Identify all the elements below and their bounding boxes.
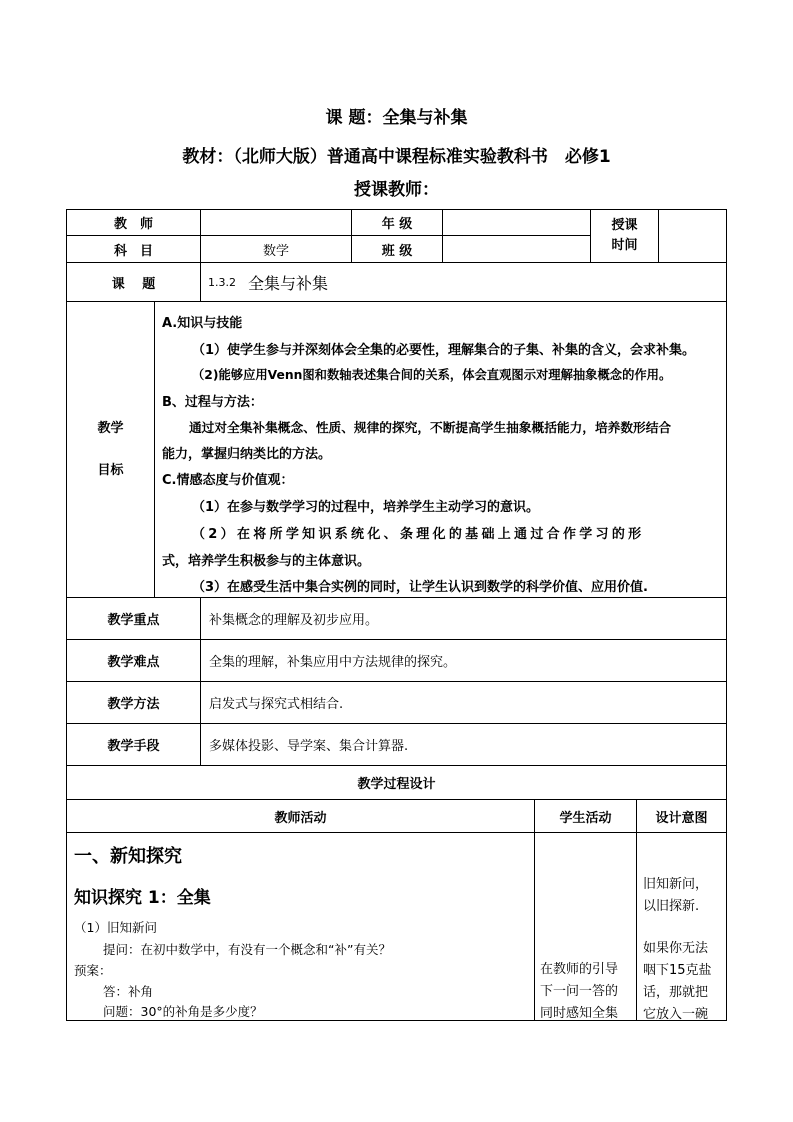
key-point-label: 教学重点: [107, 613, 160, 628]
goal-line-b1: 通过对全集补集概念、性质、规律的探究，不断提高学生抽象概括能力，培养数形结合: [189, 420, 672, 435]
topic-label: 课 题: [111, 276, 156, 292]
method-value: 启发式与探究式相结合.: [209, 697, 344, 712]
goals-label-line2: 目标: [97, 462, 124, 478]
means-value: 多媒体投影、导学案、集合计算器.: [209, 739, 409, 754]
goal-line-c2b: 式，培养学生积极参与的主体意识。: [162, 554, 371, 569]
method-label: 教学方法: [107, 697, 160, 712]
grade-label: 年 级: [381, 217, 413, 232]
class-value: [443, 236, 590, 262]
goal-line-a2: （2)能够应用Venn图和数轴表述集合间的关系，体会直观图示对理解抽象概念的作用。: [192, 368, 672, 382]
process-item: 预案：: [74, 963, 112, 978]
goals-label: [67, 302, 154, 597]
difficulty-label: 教学难点: [107, 655, 160, 670]
goal-line-b: B、过程与方法：: [162, 395, 263, 410]
design-intent-text-1: 旧知新问， 以旧探新.: [643, 877, 709, 914]
goal-line-c: C.情感态度与价值观：: [162, 473, 294, 488]
difficulty-value: 全集的理解，补集应用中方法规律的探究。: [209, 655, 457, 670]
time-label-line2: 时间: [611, 238, 638, 253]
class-label: 班 级: [381, 243, 413, 259]
subject-label: 科 目: [113, 243, 153, 259]
teacher-label: 教 师: [113, 217, 153, 232]
grade-value: [443, 210, 590, 235]
process-item: （1）旧知新问: [74, 920, 157, 935]
process-item: 提问：在初中数学中，有没有一个概念和“补”有关？: [103, 942, 391, 957]
teacher-value: [201, 210, 351, 235]
subsection-heading: 知识探究 1：全集: [74, 888, 211, 908]
col-teacher-activity: 教师活动: [274, 810, 327, 826]
goal-line-b2: 能力，掌握归纳类比的方法。: [162, 447, 332, 462]
col-student-activity: 学生活动: [559, 810, 612, 826]
student-activity-text: 在教师的引导 下一问一答的 同时感知全集: [540, 962, 619, 1021]
process-title: 教学过程设计: [357, 777, 436, 792]
process-item: 答：补角: [103, 984, 154, 999]
goals-label-line1: 教学: [97, 420, 124, 436]
subject-value: 数学: [262, 243, 289, 259]
textbook-line: 教材：（北师大版）普通高中课程标准实验教科书 必修1: [182, 147, 611, 167]
key-point-value: 补集概念的理解及初步应用。: [209, 613, 379, 628]
design-intent-text-2: 如果你无法 咽下15克盐 话，那就把 它放入一碗: [643, 941, 712, 1022]
process-item: 问题：30°的补角是多少度？: [103, 1004, 263, 1019]
section-heading: 一、新知探究: [74, 846, 182, 867]
topic-value: 全集与补集: [248, 273, 329, 293]
col-design-intent: 设计意图: [655, 810, 708, 826]
teacher-line: 授课教师：: [354, 180, 439, 200]
topic-number: 1.3.2: [208, 275, 236, 289]
goal-line-c1: （1）在参与数学学习的过程中，培养学生主动学习的意识。: [192, 500, 540, 515]
time-label-line1: 授课: [611, 218, 638, 233]
goal-line-c2: （2）在将所学知识系统化、条理化的基础上通过合作学习的形: [192, 527, 645, 542]
goal-line-a1: （1）使学生参与并深刻体会全集的必要性，理解集合的子集、补集的含义，会求补集。: [192, 343, 696, 358]
goal-line-c3: （3）在感受生活中集合实例的同时，让学生认识到数学的科学价值、应用价值.: [192, 580, 648, 595]
goal-line-a: A.知识与技能: [162, 316, 243, 331]
topic-value-cell: [208, 263, 708, 301]
time-label: [591, 210, 658, 262]
lesson-title: 课 题：全集与补集: [325, 108, 468, 128]
means-label: 教学手段: [107, 739, 160, 754]
